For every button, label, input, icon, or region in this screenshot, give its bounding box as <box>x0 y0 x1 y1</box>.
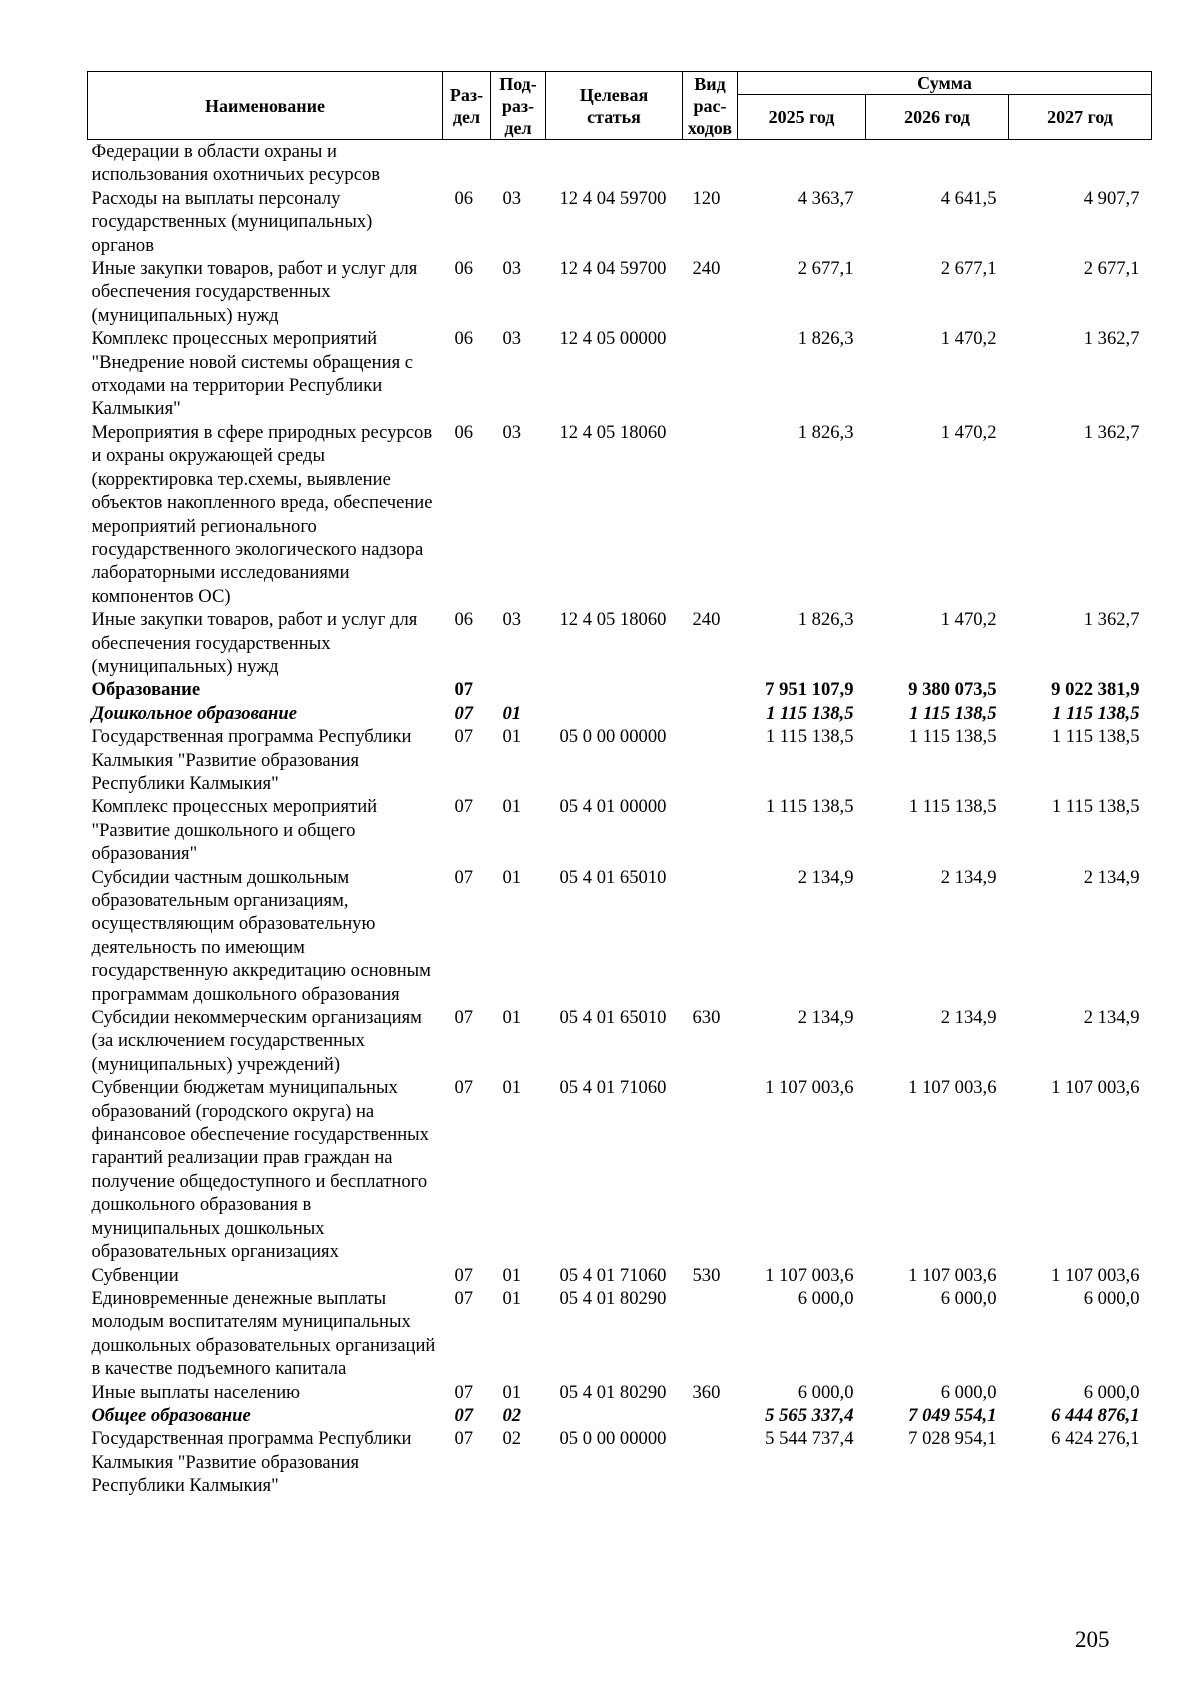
row-amount-2027: 2 134,9 <box>1083 1007 1140 1029</box>
table-row <box>88 1006 1152 1076</box>
table-row <box>88 678 1152 701</box>
row-amount-2025: 2 677,1 <box>797 258 854 280</box>
row-name: Государственная программа Республики Калмыкия "Развитие образования Республики Калмыкия" <box>91 726 412 794</box>
row-amount-2025: 7 951 107,9 <box>765 679 854 701</box>
row-amount-2027: 1 362,7 <box>1083 421 1140 443</box>
header-expense-type <box>683 72 738 140</box>
table-row <box>88 1381 1152 1404</box>
row-amount-2026: 7 028 954,1 <box>908 1428 997 1450</box>
table-row <box>88 327 1152 421</box>
row-amount-2025: 6 000,0 <box>797 1287 854 1309</box>
row-amount-2026: 1 470,2 <box>940 328 997 350</box>
row-amount-2026: 1 115 138,5 <box>908 726 997 748</box>
row-section: 07 <box>454 1077 474 1099</box>
row-amount-2025: 2 134,9 <box>797 1007 854 1029</box>
row-subsection: 02 <box>502 1404 522 1426</box>
table-row <box>88 725 1152 795</box>
row-section: 07 <box>454 1007 474 1029</box>
row-name: Субсидии некоммерческим организациям (за исключением государственных (муниципальных) учреждений) <box>91 1007 422 1075</box>
row-amount-2025: 5 544 737,4 <box>765 1428 854 1450</box>
header-target <box>546 72 683 140</box>
row-expense-type <box>683 725 738 795</box>
table-row <box>88 1264 1152 1287</box>
row-amount-2027: 6 444 876,1 <box>1051 1404 1140 1426</box>
row-amount-2026: 1 470,2 <box>940 609 997 631</box>
row-target: 05 4 01 71060 <box>559 1077 667 1099</box>
row-target: 05 4 01 80290 <box>559 1287 667 1309</box>
row-amount-2027: 1 362,7 <box>1083 328 1140 350</box>
row-amount-2027: 6 000,0 <box>1083 1381 1140 1403</box>
row-name: Комплекс процессных мероприятий "Внедрение новой системы обращения с отходами на территории Республики Калмыкия" <box>91 328 414 420</box>
row-subsection: 01 <box>502 726 522 748</box>
row-target: 12 4 04 59700 <box>559 187 667 209</box>
row-expense-type <box>683 678 738 701</box>
row-amount-2025: 1 115 138,5 <box>766 702 854 724</box>
table-row <box>88 1427 1152 1497</box>
row-section: 06 <box>454 258 474 280</box>
row-amount-2026 <box>866 140 1009 187</box>
row-expense-type <box>683 327 738 421</box>
row-section: 07 <box>454 866 474 888</box>
row-target: 05 4 01 71060 <box>559 1264 667 1286</box>
header-subsection-label: Под- раз- дел <box>499 73 537 138</box>
row-target: 12 4 05 18060 <box>559 421 667 443</box>
row-target <box>546 702 683 725</box>
row-section <box>443 140 491 187</box>
row-section: 07 <box>454 1381 474 1403</box>
row-expense-type <box>683 140 738 187</box>
row-expense-type <box>683 1076 738 1263</box>
row-amount-2026: 1 115 138,5 <box>909 702 997 724</box>
row-amount-2027: 9 022 381,9 <box>1051 679 1140 701</box>
row-name: Субвенции <box>91 1264 179 1286</box>
table-row <box>88 866 1152 1006</box>
row-target <box>546 1404 683 1427</box>
row-section: 06 <box>454 187 474 209</box>
row-amount-2027: 1 362,7 <box>1083 609 1140 631</box>
header-section <box>443 72 491 140</box>
row-amount-2025: 1 826,3 <box>797 328 854 350</box>
table-row <box>88 1287 1152 1381</box>
row-amount-2025: 1 826,3 <box>797 609 854 631</box>
row-expense-type <box>683 421 738 608</box>
row-expense-type: 240 <box>692 609 721 631</box>
row-subsection: 03 <box>502 187 522 209</box>
row-name: Иные закупки товаров, работ и услуг для обеспечения государственных (муниципальных) нужд <box>91 609 418 677</box>
table-row <box>88 257 1152 327</box>
row-amount-2025: 1 826,3 <box>797 421 854 443</box>
table-row <box>88 140 1152 187</box>
row-section: 06 <box>454 421 474 443</box>
row-subsection <box>491 678 546 701</box>
row-amount-2026: 9 380 073,5 <box>908 679 997 701</box>
row-amount-2025: 1 107 003,6 <box>765 1264 854 1286</box>
row-name: Комплекс процессных мероприятий "Развитие дошкольного и общего образования" <box>91 796 378 865</box>
row-subsection: 01 <box>502 1077 522 1099</box>
table-row <box>88 702 1152 725</box>
row-amount-2025 <box>738 140 866 187</box>
row-expense-type <box>683 795 738 865</box>
row-section: 07 <box>454 702 474 724</box>
row-expense-type: 530 <box>692 1264 721 1286</box>
row-target: 05 4 01 65010 <box>559 1007 667 1029</box>
row-section: 07 <box>454 1264 474 1286</box>
table-row <box>88 421 1152 608</box>
row-subsection: 03 <box>502 328 522 350</box>
header-target-label: Целевая статья <box>579 84 649 127</box>
header-name: Наименование <box>88 72 443 140</box>
row-target: 05 4 01 65010 <box>559 866 667 888</box>
row-amount-2025: 6 000,0 <box>797 1381 854 1403</box>
row-target: 12 4 05 00000 <box>559 328 667 350</box>
row-amount-2025: 4 363,7 <box>797 187 854 209</box>
table-row <box>88 1404 1152 1427</box>
row-amount-2025: 1 115 138,5 <box>765 796 854 818</box>
row-name: Федерации в области охраны и использования охотничьих ресурсов <box>91 141 381 186</box>
row-amount-2025: 5 565 337,4 <box>765 1404 854 1426</box>
row-amount-2026: 2 134,9 <box>940 866 997 888</box>
row-amount-2026: 6 000,0 <box>940 1287 997 1309</box>
header-expense-type-label: Вид рас- ходов <box>687 73 733 138</box>
row-amount-2027: 1 107 003,6 <box>1051 1077 1140 1099</box>
row-amount-2025: 1 107 003,6 <box>765 1077 854 1099</box>
row-name: Субвенции бюджетам муниципальных образований (городского округа) на финансовое обеспечение государственных гарантий реализации прав граждан на получение общедоступного и бесплатного дошкольного образования в муниципальных дошкольных образовательных организациях <box>91 1077 429 1263</box>
row-name: Государственная программа Республики Калмыкия "Развитие образования Республики Калмыкия" <box>91 1428 412 1497</box>
row-section: 07 <box>454 1404 474 1426</box>
row-name: Единовременные денежные выплаты молодым воспитателям муниципальных дошкольных образовательных организаций в качестве подъемного капитала <box>91 1287 436 1380</box>
row-target: 05 0 00 00000 <box>559 726 667 748</box>
table-body <box>88 140 1152 1498</box>
row-section: 07 <box>454 1428 474 1450</box>
row-amount-2026: 1 115 138,5 <box>908 796 997 818</box>
header-subsection <box>491 72 546 140</box>
row-amount-2027: 2 134,9 <box>1083 866 1140 888</box>
row-subsection: 01 <box>502 1264 522 1286</box>
page-number: 205 <box>1075 1627 1110 1652</box>
row-target: 05 4 01 00000 <box>559 796 667 818</box>
row-expense-type: 360 <box>692 1381 721 1403</box>
table-row <box>88 795 1152 865</box>
row-amount-2026: 2 134,9 <box>940 1007 997 1029</box>
row-expense-type <box>683 702 738 725</box>
row-amount-2026: 4 641,5 <box>940 187 997 209</box>
row-section: 07 <box>454 796 474 818</box>
row-subsection: 01 <box>502 1381 522 1403</box>
row-expense-type <box>683 1427 738 1497</box>
row-target: 12 4 04 59700 <box>559 258 667 280</box>
row-target: 12 4 05 18060 <box>559 609 667 631</box>
row-expense-type: 240 <box>692 258 721 280</box>
row-subsection: 03 <box>502 609 522 631</box>
row-amount-2026: 1 470,2 <box>940 421 997 443</box>
row-name: Дошкольное образование <box>91 702 297 724</box>
row-expense-type <box>683 1404 738 1427</box>
header-year-2025: 2025 год <box>738 95 866 140</box>
row-amount-2027: 4 907,7 <box>1083 187 1140 209</box>
row-subsection: 01 <box>502 796 522 818</box>
row-name: Расходы на выплаты персоналу государственных (муниципальных) органов <box>91 187 373 256</box>
row-amount-2027: 6 424 276,1 <box>1051 1428 1140 1450</box>
row-amount-2026: 6 000,0 <box>940 1381 997 1403</box>
row-amount-2027 <box>1009 140 1152 187</box>
row-name: Образование <box>91 679 201 701</box>
row-target <box>546 678 683 701</box>
row-amount-2027: 6 000,0 <box>1083 1287 1140 1309</box>
table-row <box>88 608 1152 678</box>
row-amount-2026: 1 107 003,6 <box>908 1077 997 1099</box>
row-name: Иные закупки товаров, работ и услуг для обеспечения государственных (муниципальных) нужд <box>91 258 418 326</box>
table-row <box>88 1076 1152 1263</box>
row-subsection: 01 <box>502 866 522 888</box>
row-amount-2027: 1 115 138,5 <box>1051 726 1140 748</box>
row-expense-type: 630 <box>692 1007 721 1029</box>
row-subsection: 03 <box>502 258 522 280</box>
row-subsection: 01 <box>502 1007 522 1029</box>
row-section: 07 <box>454 679 474 701</box>
row-amount-2027: 1 115 138,5 <box>1051 796 1140 818</box>
header-section-label: Раз- дел <box>449 84 484 127</box>
row-subsection: 03 <box>502 421 522 443</box>
row-amount-2027: 1 115 138,5 <box>1052 702 1140 724</box>
row-target <box>546 140 683 187</box>
header-sum: Сумма <box>738 72 1152 95</box>
row-section: 06 <box>454 609 474 631</box>
row-name: Мероприятия в сфере природных ресурсов и охраны окружающей среды (корректировка тер.схемы, выявление объектов накопленного вреда, обеспечение мероприятий регионального государственного экологического надзора лабораторными исследованиями компонентов ОС) <box>91 421 433 607</box>
row-amount-2025: 2 134,9 <box>797 866 854 888</box>
row-section: 07 <box>454 726 474 748</box>
table-header <box>88 72 1152 140</box>
row-target: 05 0 00 00000 <box>559 1428 667 1450</box>
row-amount-2027: 1 107 003,6 <box>1051 1264 1140 1286</box>
row-amount-2025: 1 115 138,5 <box>765 726 854 748</box>
row-name: Иные выплаты населению <box>91 1381 301 1403</box>
row-expense-type <box>683 866 738 1006</box>
row-amount-2027: 2 677,1 <box>1083 258 1140 280</box>
header-year-2026: 2026 год <box>866 95 1009 140</box>
row-subsection: 01 <box>502 702 522 724</box>
row-section: 06 <box>454 328 474 350</box>
row-subsection: 02 <box>502 1428 522 1450</box>
header-year-2027: 2027 год <box>1009 95 1152 140</box>
row-amount-2026: 2 677,1 <box>940 258 997 280</box>
row-name: Общее образование <box>91 1404 251 1426</box>
row-expense-type: 120 <box>692 187 721 209</box>
budget-table <box>87 71 1152 1498</box>
row-expense-type <box>683 1287 738 1381</box>
row-name: Субсидии частным дошкольным образовательным организациям, осуществляющим образовательную деятельность по имеющим государственную аккредитацию основным программам дошкольного образования <box>91 866 431 1005</box>
row-amount-2026: 7 049 554,1 <box>908 1404 997 1426</box>
row-subsection <box>491 140 546 187</box>
row-subsection: 01 <box>502 1287 522 1309</box>
row-amount-2026: 1 107 003,6 <box>908 1264 997 1286</box>
row-section: 07 <box>454 1287 474 1309</box>
table-row <box>88 187 1152 257</box>
row-target: 05 4 01 80290 <box>559 1381 667 1403</box>
